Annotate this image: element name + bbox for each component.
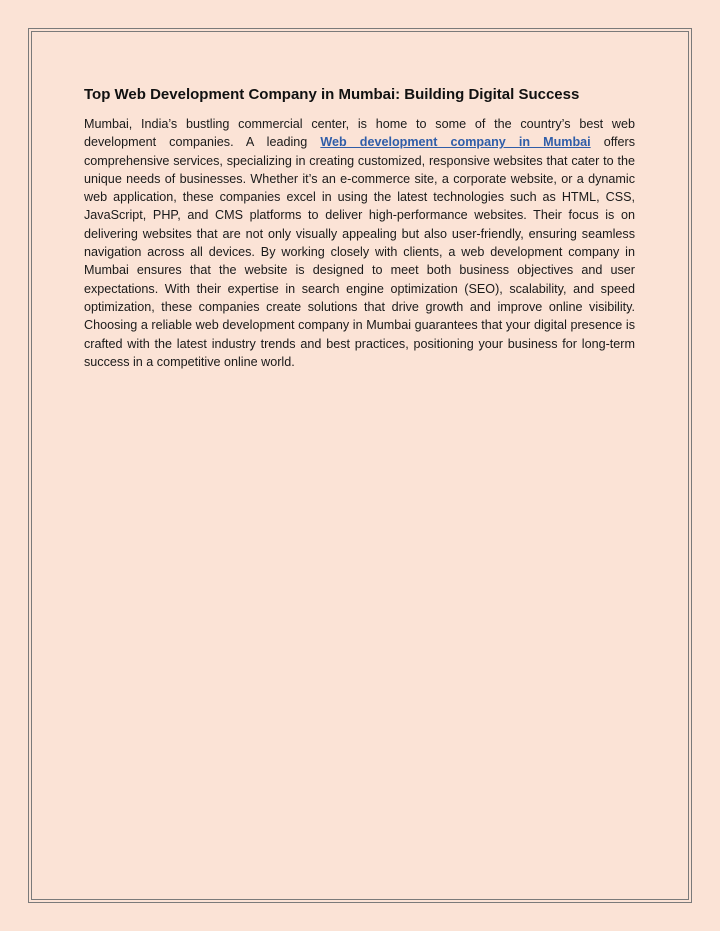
body-text-after-link: offers comprehensive services, specializing in creating customized, responsive websites that cater to the unique needs of businesses. Whether it’s an e-commerce site, a corporate website, or a dynamic web application, these companies excel in using the latest technologies such as HTML, CSS, JavaScript, PHP, and CMS platforms to deliver high-performance websites. Their focus is on delivering websites that are not only visually appealing but also user-friendly, ensuring seamless navigation across all devices. By working closely with clients, a web development company in Mumbai ensures that the website is designed to meet both business objectives and user expectations. With their expertise in search engine optimization (SEO), scalability, and speed optimization, these companies create solutions that drive growth and improve online visibility. Choosing a reliable web development company in Mumbai guarantees that your digital presence is crafted with the latest industry trends and best practices, positioning your business for long-term success in a competitive online world.: [84, 135, 635, 369]
web-development-company-link[interactable]: Web development company in Mumbai: [320, 135, 591, 150]
body-text-before-link: Mumbai, India’s bustling commercial center, is home to some of the country’s best web development companies. A leading: [84, 117, 635, 150]
document-content: [84, 84, 635, 371]
body-paragraph: [84, 115, 635, 371]
document-title: Top Web Development Company in Mumbai: Building Digital Success: [84, 86, 580, 103]
